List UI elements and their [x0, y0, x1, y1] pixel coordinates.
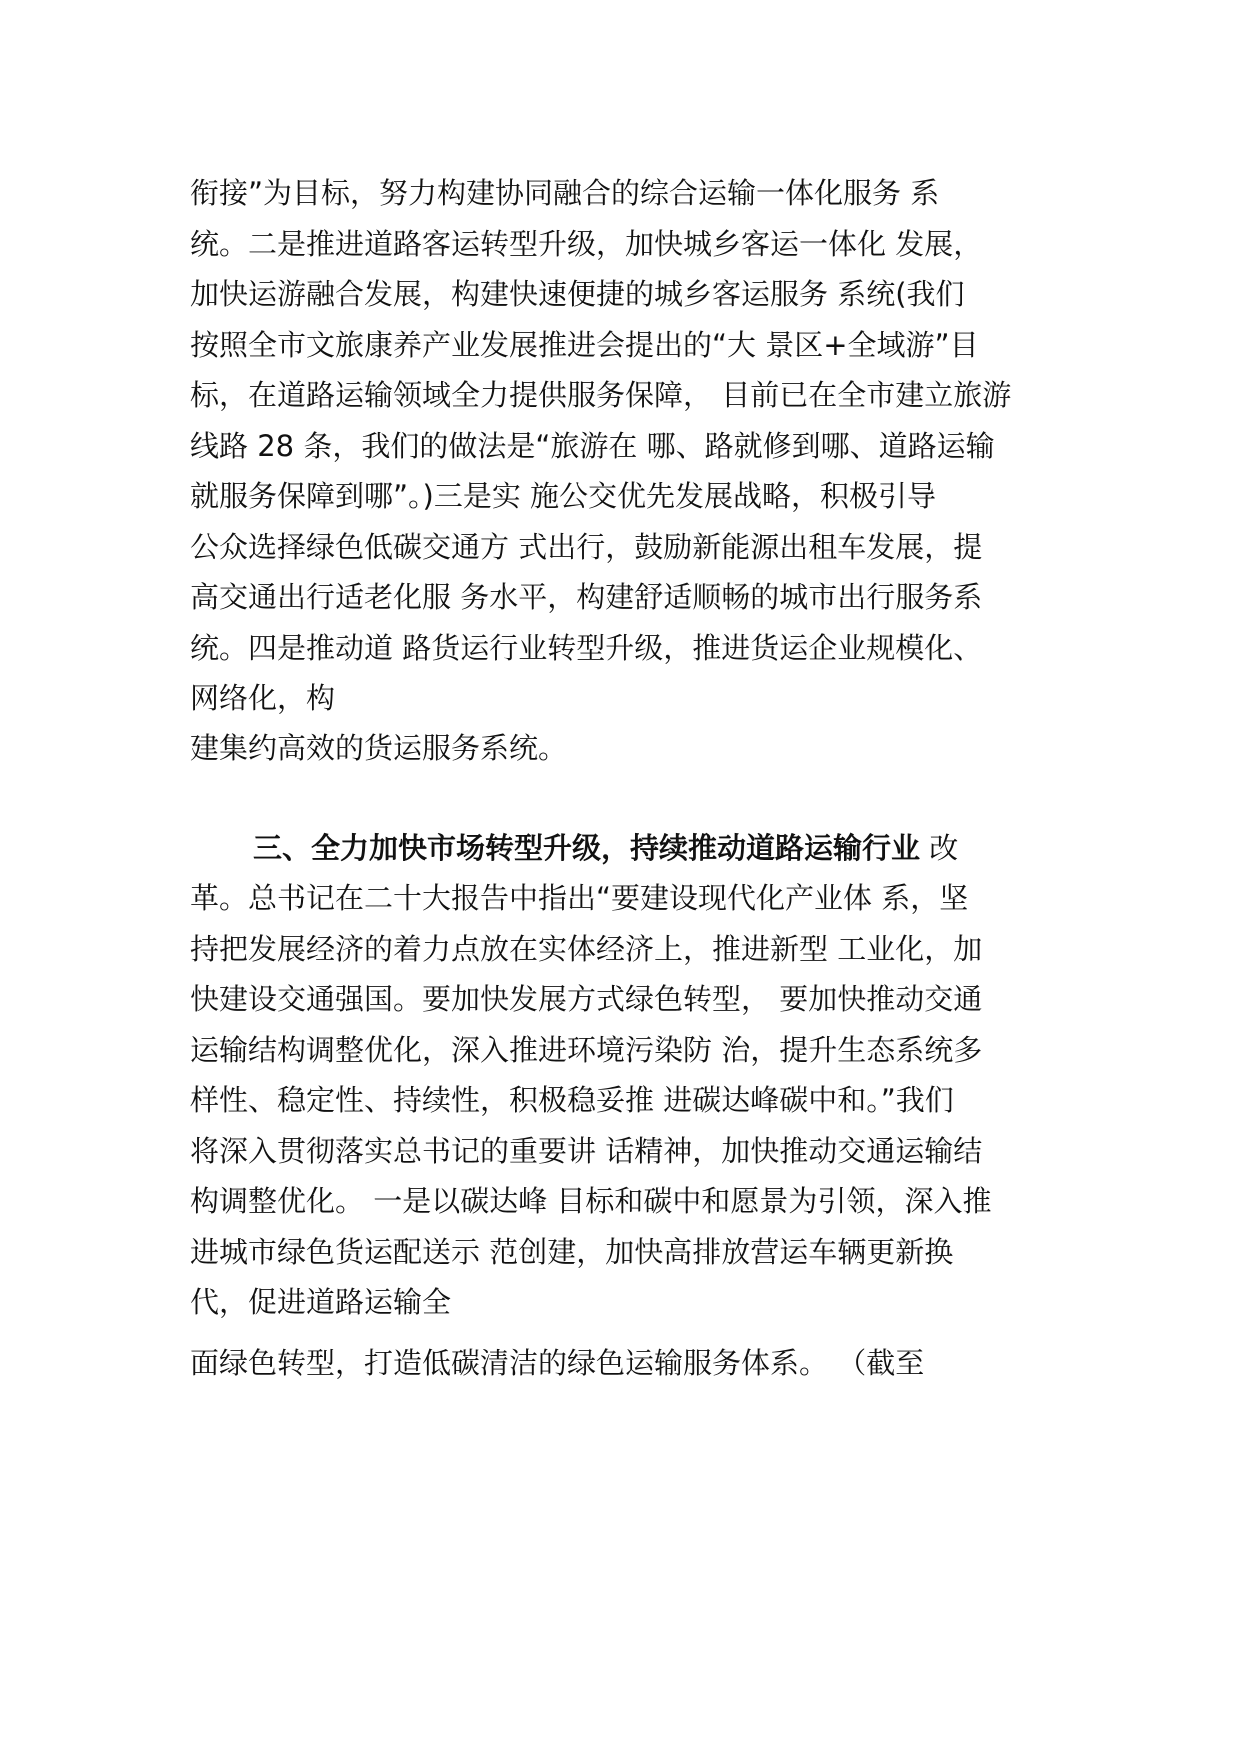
text-line: 样性、稳定性、持续性，积极稳妥推 进碳达峰碳中和。”我们: [190, 1083, 954, 1117]
section-heading: 三、全力加快市场转型升级，持续推动道路运输行业: [253, 831, 921, 865]
text-line: 统。二是推进道路客运转型升级，加快城乡客运一体化 发展，: [190, 226, 983, 261]
text-line: 高交通出行适老化服 务水平，构建舒适顺畅的城市出行服务系: [190, 580, 983, 614]
text-line: 统。四是推动道 路货运行业转型升级，推进货运企业规模化、: [190, 630, 983, 665]
text-line: 公众选择绿色低碳交通方 式出行，鼓励新能源出租车发展，提: [190, 529, 983, 564]
text-line: 建集约高效的货运服务系统。: [190, 731, 568, 765]
text-line: 进城市绿色货运配送示 范创建，加快高排放营运车辆更新换: [190, 1234, 954, 1269]
text-line: 加快运游融合发展，构建快速便捷的城乡客运服务 系统(我们: [190, 277, 965, 311]
text-line: 革。总书记在二十大报告中指出“要建设现代化产业体 系，坚: [190, 881, 969, 915]
section-paragraph: [190, 823, 1055, 874]
text-line: 运输结构调整优化，深入推进环境污染防 治，提升生态系统多: [190, 1032, 983, 1067]
text-line: 构调整优化。 一是以碳达峰 目标和碳中和愿景为引领，深入推: [190, 1184, 992, 1218]
text-line: 持把发展经济的着力点放在实体经济上，推进新型 工业化，加: [190, 931, 983, 966]
body-paragraph: [190, 1338, 1055, 1389]
text-line: 快建设交通强国。要加快发展方式绿色转型， 要加快推动交通: [190, 982, 983, 1016]
heading-tail-text: 改: [920, 831, 959, 865]
text-line: 按照全市文旅康养产业发展推进会提出的“大 景区+全域游”目: [190, 327, 979, 362]
text-line: 面绿色转型，打造低碳清洁的绿色运输服务体系。 （截至: [190, 1346, 925, 1380]
body-paragraph: [190, 873, 1055, 1328]
text-line: 线路 28 条，我们的做法是“旅游在 哪、路就修到哪、道路运输: [190, 428, 995, 463]
body-paragraph: [190, 723, 1055, 774]
text-line: 代，促进道路运输全: [190, 1285, 452, 1319]
body-paragraph: [190, 168, 1055, 724]
text-line: 就服务保障到哪”。)三是实 施公交优先发展战略，积极引导: [190, 479, 937, 513]
text-line: 网络化，构: [190, 681, 336, 715]
text-line: 标，在道路运输领域全力提供服务保障， 目前已在全市建立旅游: [190, 378, 1012, 412]
section-heading-line: [190, 823, 1055, 874]
text-line: 衔接”为目标，努力构建协同融合的综合运输一体化服务 系: [190, 176, 940, 210]
text-line: 将深入贯彻落实总书记的重要讲 话精神，加快推动交通运输结: [190, 1133, 983, 1168]
